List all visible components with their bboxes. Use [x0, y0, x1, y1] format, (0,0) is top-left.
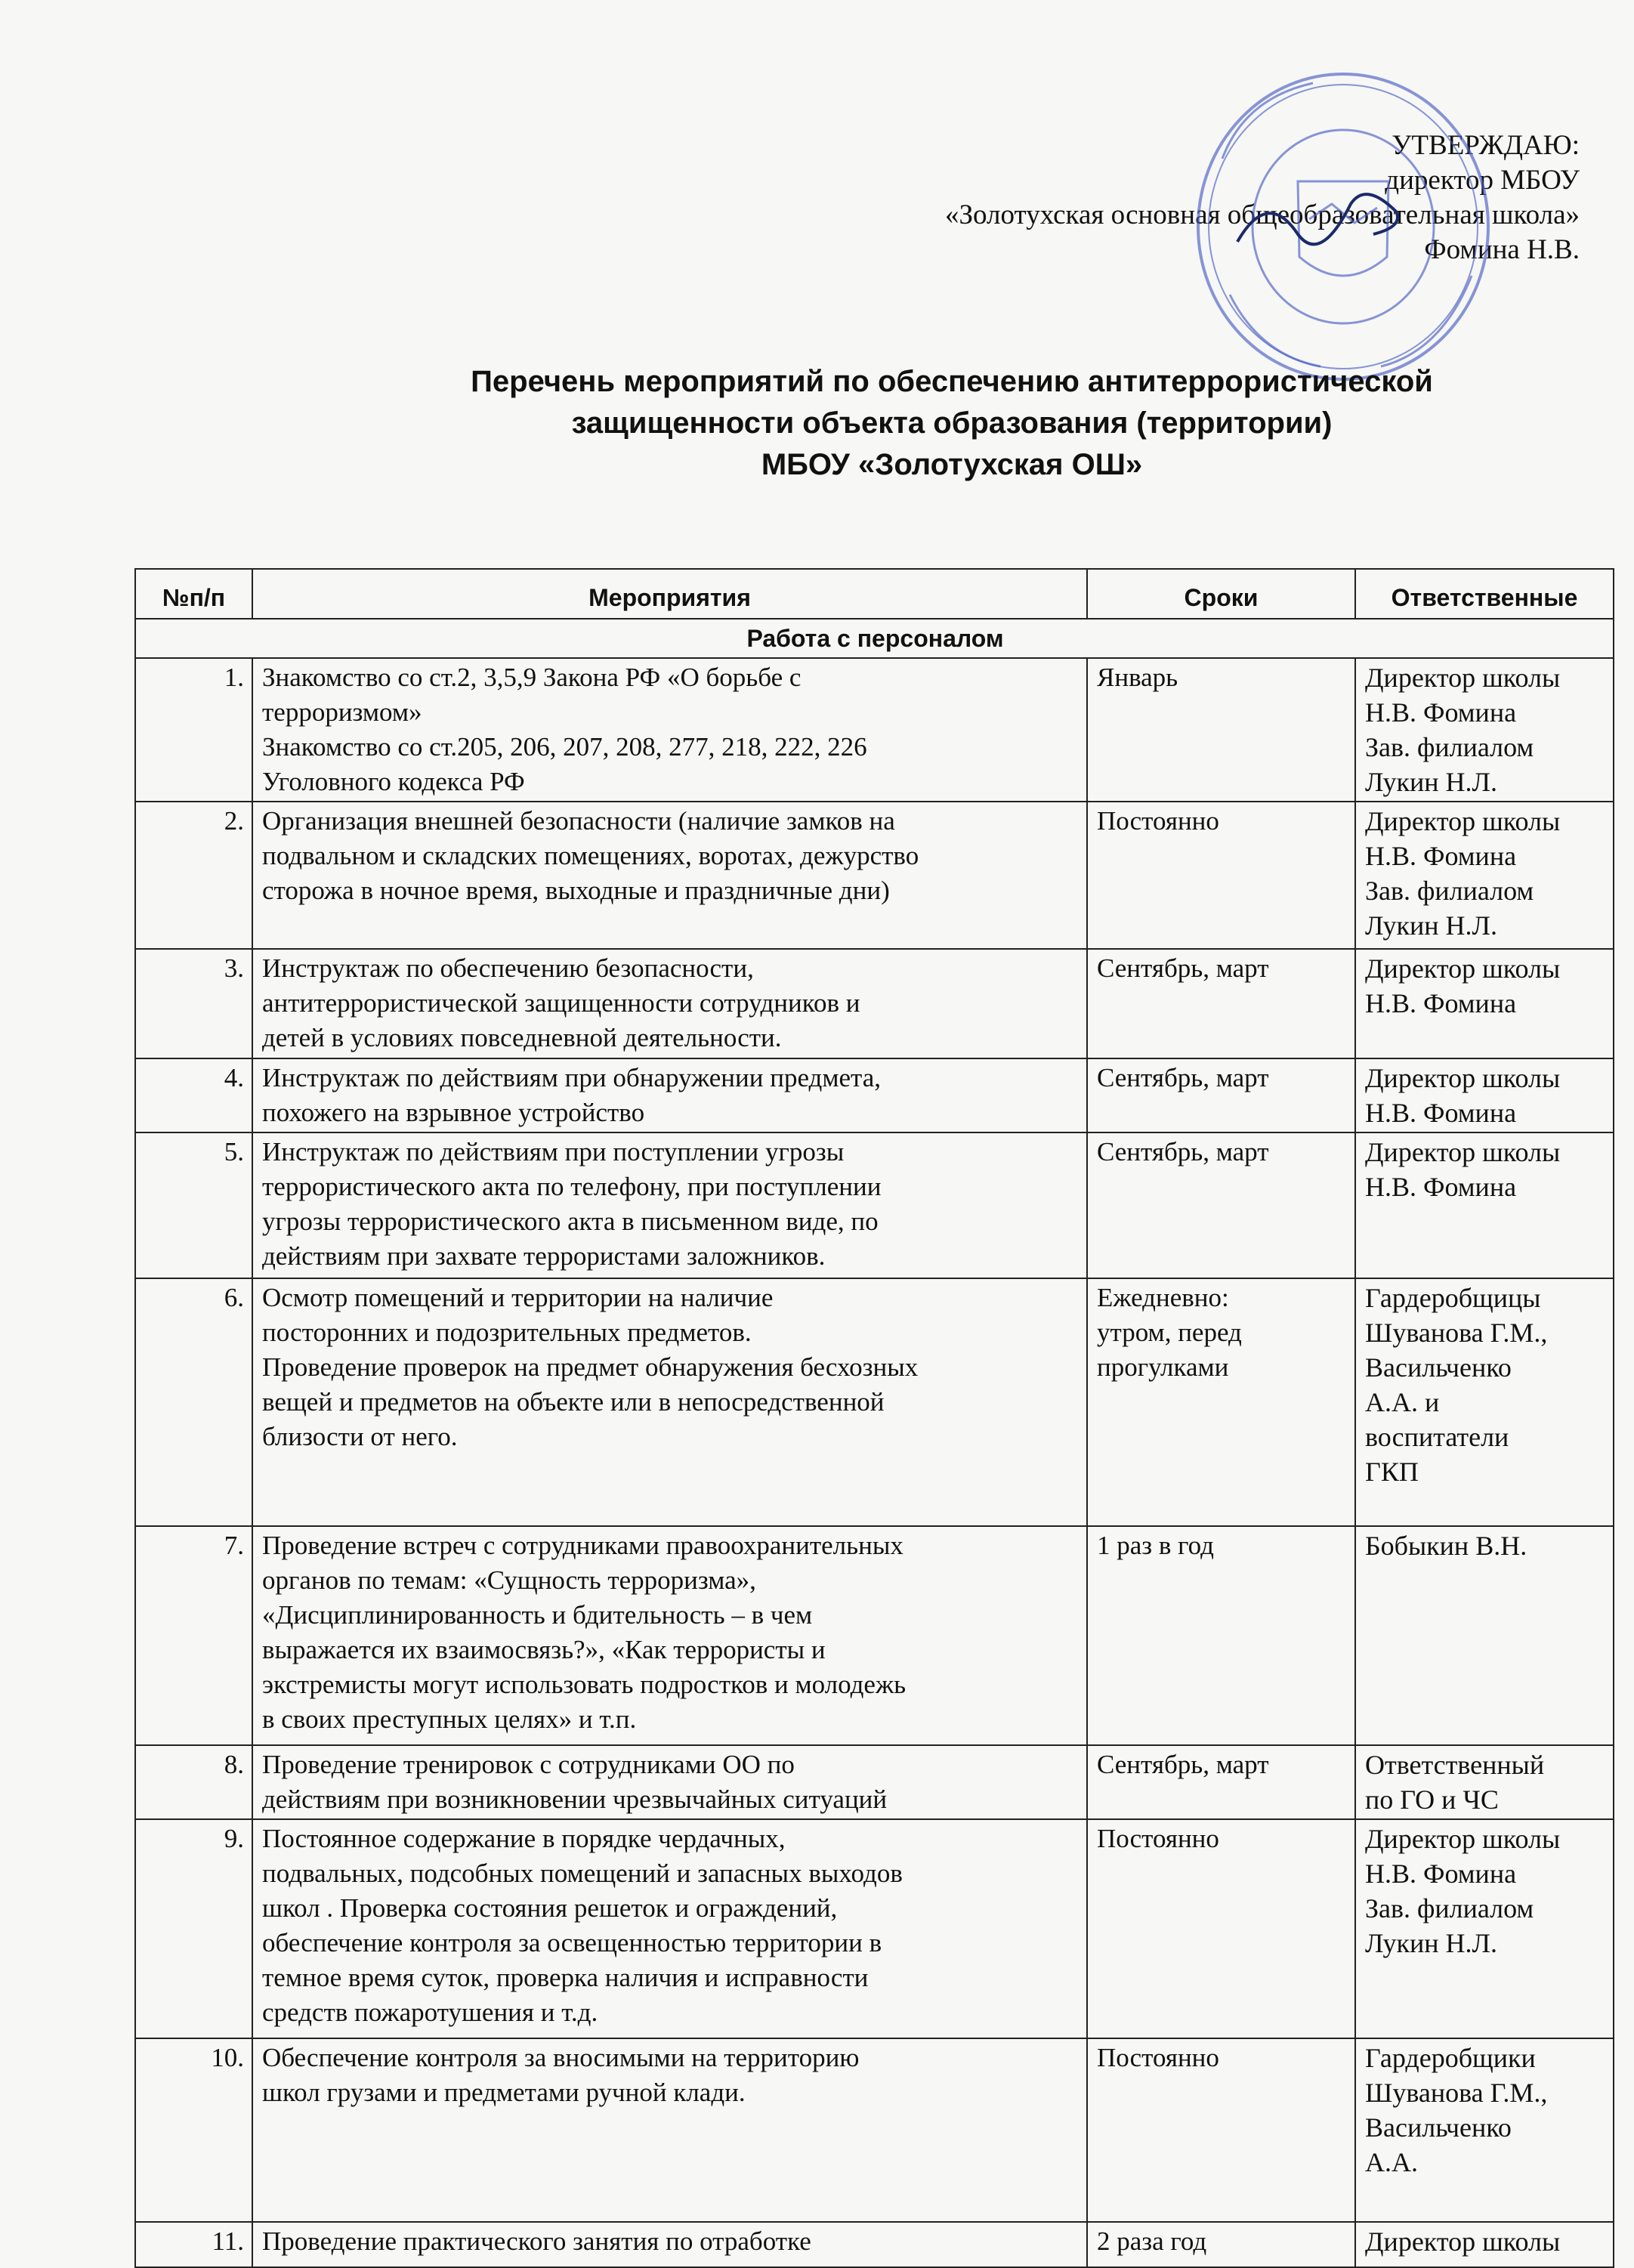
term-cell-line: 2 раза год [1097, 2226, 1207, 2256]
measure-cell-line: похожего на взрывное устройство [262, 1098, 645, 1127]
measure-cell-line: Проведение практического занятия по отработке [262, 2226, 811, 2256]
table-row [135, 1526, 1614, 1745]
term-cell-line: утром, перед [1097, 1318, 1242, 1347]
official-stamp [1192, 68, 1494, 385]
measure-cell-line: Знакомство со ст.205, 206, 207, 208, 277, 218, 222, 226 [262, 732, 867, 762]
term-cell [1087, 1819, 1355, 2038]
responsible-cell-line: А.А. [1365, 2147, 1418, 2177]
term-cell-line: Ежедневно: [1097, 1283, 1229, 1312]
measure-cell-line: Инструктаж по обеспечению безопасности, [262, 953, 754, 983]
responsible-cell-line: Зав. филиалом [1365, 876, 1534, 906]
term-cell-line: Сентябрь, март [1097, 953, 1269, 983]
responsible-cell [1355, 802, 1614, 949]
title-line: защищенности объекта образования (территории) [571, 406, 1333, 440]
responsible-cell [1355, 1058, 1614, 1132]
responsible-cell [1355, 1745, 1614, 1819]
measure-cell-line: Уголовного кодекса РФ [262, 767, 525, 796]
responsible-cell-line: Гардеробщицы [1365, 1283, 1541, 1313]
measure-cell-line: детей в условиях повседневной деятельности. [262, 1023, 782, 1052]
responsible-cell-line: Н.В. Фомина [1365, 1859, 1517, 1889]
term-cell [1087, 802, 1355, 949]
term-cell [1087, 1278, 1355, 1526]
responsible-cell-line: Директор школы [1365, 1137, 1561, 1167]
term-cell [1087, 949, 1355, 1058]
row-number: 8. [135, 1745, 252, 1819]
term-cell [1087, 2222, 1355, 2267]
table-row [135, 1819, 1614, 2038]
responsible-cell-line: Лукин Н.Л. [1365, 767, 1497, 797]
measure-cell [252, 2222, 1087, 2267]
responsible-cell-line: Н.В. Фомина [1365, 697, 1517, 728]
row-number: 2. [135, 802, 252, 949]
measure-cell-line: «Дисциплинированность и бдительность – в чем [262, 1600, 813, 1630]
table-row [135, 1745, 1614, 1819]
measure-cell [252, 2038, 1087, 2222]
measure-cell [252, 1819, 1087, 2038]
document-title [272, 361, 1632, 486]
responsible-cell-line: Н.В. Фомина [1365, 1172, 1517, 1202]
term-cell [1087, 1526, 1355, 1745]
table-header-row [135, 569, 1614, 619]
responsible-cell-line: Лукин Н.Л. [1365, 1928, 1497, 1958]
measure-cell-line: угрозы террористического акта в письменном виде, по [262, 1207, 879, 1236]
responsible-cell-line: Н.В. Фомина [1365, 988, 1517, 1018]
term-cell-line: Сентябрь, март [1097, 1063, 1269, 1092]
responsible-cell [1355, 1819, 1614, 2038]
term-cell-line: Сентябрь, март [1097, 1137, 1269, 1166]
responsible-cell [1355, 658, 1614, 802]
responsible-cell-line: Директор школы [1365, 1824, 1561, 1854]
header-number: №п/п [135, 569, 252, 619]
table-row [135, 949, 1614, 1058]
responsible-cell-line: Васильченко [1365, 2112, 1512, 2143]
responsible-cell-line: Н.В. Фомина [1365, 1098, 1517, 1128]
row-number: 1. [135, 658, 252, 802]
responsible-cell-line: Зав. филиалом [1365, 732, 1534, 762]
measure-cell-line: Знакомство со ст.2, 3,5,9 Закона РФ «О борьбе с [262, 663, 802, 692]
responsible-cell-line: Директор школы [1365, 953, 1561, 984]
responsible-cell [1355, 949, 1614, 1058]
measure-cell [252, 1526, 1087, 1745]
measure-cell-line: экстремисты могут использовать подростков и молодежь [262, 1670, 907, 1699]
measure-cell-line: выражается их взаимосвязь?», «Как террористы и [262, 1635, 826, 1664]
responsible-cell-line: Н.В. Фомина [1365, 841, 1517, 871]
measure-cell-line: Проведение встреч с сотрудниками правоохранительных [262, 1531, 903, 1560]
measure-cell-line: Организация внешней безопасности (наличие замков на [262, 806, 895, 836]
measure-cell [252, 1745, 1087, 1819]
responsible-cell-line: Бобыкин В.Н. [1365, 1531, 1527, 1561]
table-row [135, 1278, 1614, 1526]
term-cell [1087, 1132, 1355, 1278]
term-cell [1087, 1745, 1355, 1819]
table-row [135, 658, 1614, 802]
responsible-cell-line: воспитатели [1365, 1422, 1509, 1452]
approval-title: УТВЕРЖДАЮ: [1392, 130, 1580, 161]
term-cell [1087, 2038, 1355, 2222]
responsible-cell-line: по ГО и ЧС [1365, 1784, 1499, 1815]
measure-cell-line: Инструктаж по действиям при обнаружении предмета, [262, 1063, 882, 1092]
term-cell-line: Постоянно [1097, 1824, 1219, 1853]
responsible-cell [1355, 1278, 1614, 1526]
responsible-cell-line: Шуванова Г.М., [1365, 2078, 1548, 2108]
table-row [135, 2222, 1614, 2267]
measure-cell-line: органов по темам: «Сущность терроризма», [262, 1565, 756, 1595]
measure-cell-line: вещей и предметов на объекте или в непосредственной [262, 1387, 885, 1417]
measure-cell-line: действиям при возникновении чрезвычайных ситуаций [262, 1784, 888, 1814]
term-cell-line: Постоянно [1097, 806, 1219, 836]
responsible-cell [1355, 1132, 1614, 1278]
measure-cell-line: сторожа в ночное время, выходные и праздничные дни) [262, 876, 890, 905]
measure-cell-line: в своих преступных целях» и т.п. [262, 1704, 637, 1734]
approval-signer: Фомина Н.В. [1424, 234, 1580, 265]
signature-mark [1237, 194, 1398, 244]
term-cell-line: Сентябрь, март [1097, 1750, 1269, 1779]
measure-cell-line: средств пожаротушения и т.д. [262, 1998, 598, 2027]
measure-cell-line: террористического акта по телефону, при поступлении [262, 1172, 882, 1201]
measure-cell-line: подвальном и складских помещениях, воротах, дежурство [262, 841, 919, 870]
section-row [135, 619, 1614, 658]
measure-cell-line: школ грузами и предметами ручной клади. [262, 2078, 746, 2107]
header-responsible: Ответственные [1355, 569, 1614, 619]
responsible-cell-line: Васильченко [1365, 1352, 1512, 1383]
section-title: Работа с персоналом [135, 619, 1614, 658]
measure-cell [252, 1058, 1087, 1132]
measure-cell-line: действиям при захвате террористами заложников. [262, 1241, 826, 1271]
row-number: 3. [135, 949, 252, 1058]
responsible-cell-line: Лукин Н.Л. [1365, 910, 1497, 941]
measure-cell [252, 802, 1087, 949]
measures-table [134, 568, 1614, 2268]
measure-cell-line: обеспечение контроля за освещенностью территории в [262, 1928, 882, 1957]
measure-cell-line: близости от него. [262, 1422, 458, 1451]
responsible-cell [1355, 2038, 1614, 2222]
header-measures: Мероприятия [252, 569, 1087, 619]
responsible-cell [1355, 2222, 1614, 2267]
term-cell-line: прогулками [1097, 1352, 1229, 1382]
measure-cell-line: антитеррористической защищенности сотрудников и [262, 988, 860, 1018]
measure-cell-line: подвальных, подсобных помещений и запасных выходов [262, 1859, 903, 1888]
row-number: 9. [135, 1819, 252, 2038]
measure-cell-line: темное время суток, проверка наличия и исправности [262, 1963, 869, 1992]
measure-cell [252, 1132, 1087, 1278]
term-cell [1087, 658, 1355, 802]
responsible-cell-line: Директор школы [1365, 663, 1561, 693]
measure-cell [252, 658, 1087, 802]
responsible-cell-line: Директор школы [1365, 806, 1561, 836]
table-row [135, 2038, 1614, 2222]
measure-cell [252, 1278, 1087, 1526]
measure-cell-line: Обеспечение контроля за вносимыми на территорию [262, 2043, 860, 2072]
row-number: 10. [135, 2038, 252, 2222]
responsible-cell-line: Директор школы [1365, 1063, 1561, 1093]
measure-cell [252, 949, 1087, 1058]
row-number: 6. [135, 1278, 252, 1526]
responsible-cell-line: Шуванова Г.М., [1365, 1318, 1548, 1348]
responsible-cell-line: А.А. и [1365, 1387, 1440, 1417]
measure-cell-line: Проведение тренировок с сотрудниками ОО по [262, 1750, 795, 1779]
approval-position: директор МБОУ [1385, 165, 1580, 196]
measure-cell-line: школ . Проверка состояния решеток и ограждений, [262, 1893, 838, 1923]
measure-cell-line: Постоянное содержание в порядке чердачных, [262, 1824, 786, 1853]
measure-cell-line: Осмотр помещений и территории на наличие [262, 1283, 774, 1312]
row-number: 5. [135, 1132, 252, 1278]
table-row [135, 1058, 1614, 1132]
title-line: МБОУ «Золотухская ОШ» [761, 448, 1143, 481]
title-line: Перечень мероприятий по обеспечению антитеррористической [471, 365, 1433, 398]
term-cell [1087, 1058, 1355, 1132]
measure-cell-line: посторонних и подозрительных предметов. [262, 1318, 752, 1347]
measure-cell-line: Проведение проверок на предмет обнаружения бесхозных [262, 1352, 919, 1382]
row-number: 11. [135, 2222, 252, 2267]
responsible-cell-line: Гардеробщики [1365, 2043, 1536, 2073]
responsible-cell-line: Директор школы [1365, 2226, 1561, 2257]
term-cell-line: Постоянно [1097, 2043, 1219, 2072]
measure-cell-line: Инструктаж по действиям при поступлении угрозы [262, 1137, 845, 1166]
responsible-cell-line: ГКП [1365, 1457, 1419, 1487]
table-row [135, 802, 1614, 949]
row-number: 7. [135, 1526, 252, 1745]
responsible-cell-line: Ответственный [1365, 1750, 1545, 1780]
term-cell-line: 1 раз в год [1097, 1531, 1214, 1560]
row-number: 4. [135, 1058, 252, 1132]
header-terms: Сроки [1087, 569, 1355, 619]
responsible-cell-line: Зав. филиалом [1365, 1893, 1534, 1923]
measure-cell-line: терроризмом» [262, 697, 422, 727]
table-row [135, 1132, 1614, 1278]
approval-organization: «Золотухская основная общеобразовательная школа» [944, 199, 1580, 230]
responsible-cell [1355, 1526, 1614, 1745]
term-cell-line: Январь [1097, 663, 1178, 692]
